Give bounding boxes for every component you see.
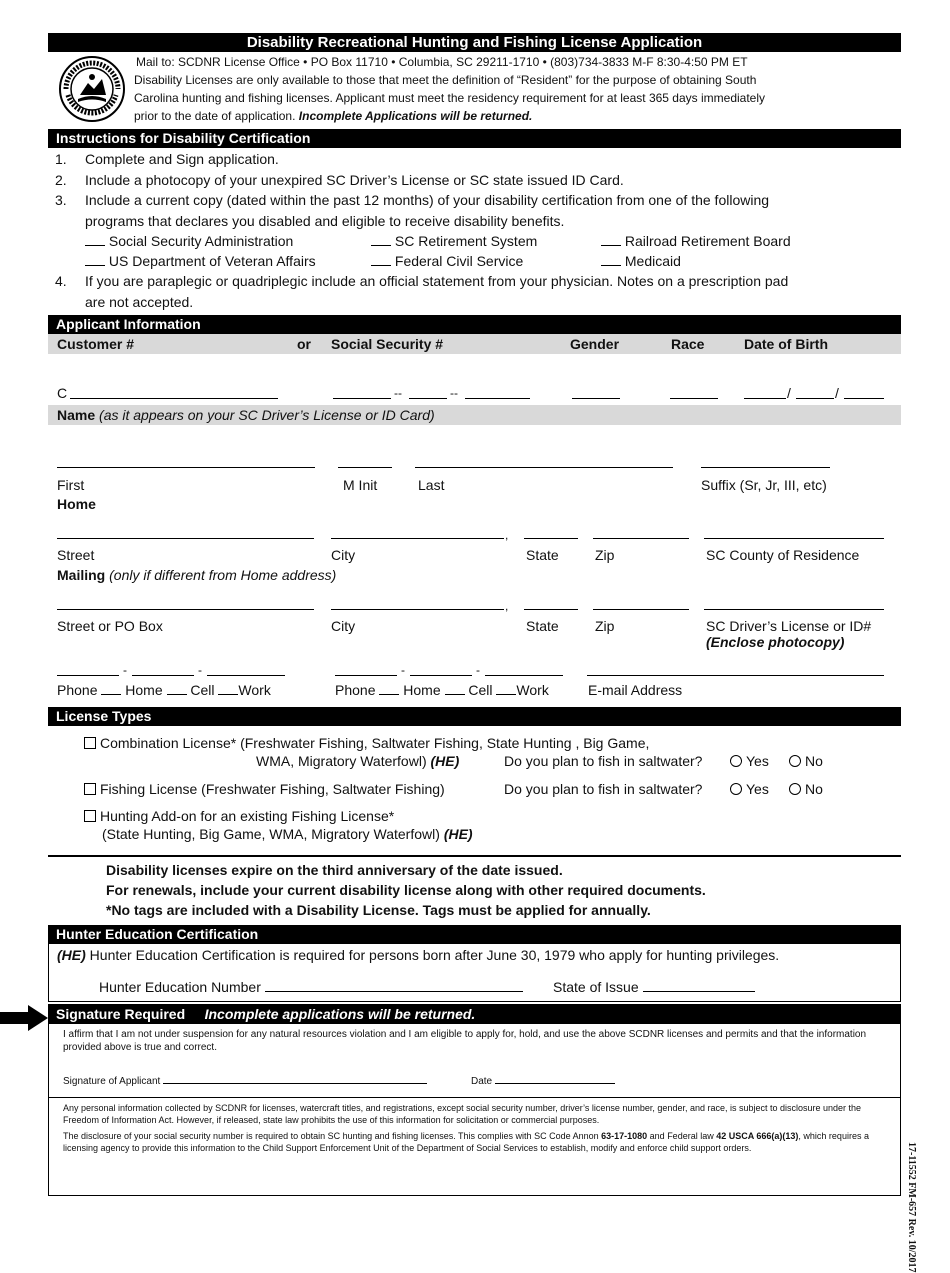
- phone2-home-check[interactable]: [379, 683, 399, 695]
- mailing-note: (only if different from Home address): [109, 567, 337, 583]
- phone2-cell-check[interactable]: [445, 683, 465, 695]
- ssn-part1-input[interactable]: [333, 398, 391, 399]
- mailing-zip-input[interactable]: [593, 609, 689, 610]
- state-of-issue-input[interactable]: [643, 979, 755, 992]
- signature-label: Signature of Applicant: [63, 1076, 161, 1087]
- mail-address: Mail to: SCDNR License Office • PO Box 11710 • Columbia, SC 29211-1710 • (803)734-3833 M-F 8:30-4:50 PM ET: [136, 55, 748, 69]
- name-note: (as it appears on your SC Driver’s License or ID Card): [99, 407, 435, 423]
- form-code: 17-11552 FM-657 Rev. 10/2017: [906, 1142, 917, 1273]
- affirmation-text: I affirm that I am not under suspension for any natural resources violation and I am eligible to apply for, hold, and use the above SCDNR licenses and permits and that the information provided above is true and correct.: [63, 1029, 867, 1053]
- hunter-ed-requirement: Hunter Education Certification is required for persons born after June 30, 1979 who apply for hunting privileges.: [89, 947, 780, 963]
- home-state-input[interactable]: [524, 538, 578, 539]
- fishing-license-checkbox[interactable]: [84, 783, 96, 795]
- mailing-address-label: Mailing: [57, 567, 106, 583]
- phone2-work-check[interactable]: [496, 683, 516, 695]
- home-zip-label: Zip: [595, 547, 615, 563]
- home-state-label: State: [526, 547, 559, 563]
- instructions-heading: Instructions for Disability Certification: [48, 129, 901, 148]
- combo-saltwater-yes-radio[interactable]: [730, 755, 742, 767]
- phone1-line-input[interactable]: [207, 675, 285, 676]
- gender-input[interactable]: [572, 398, 620, 399]
- instruction-3a: Include a current copy (dated within the past 12 months) of your disability certification from one of the following: [85, 192, 770, 208]
- instruction-2: Include a photocopy of your unexpired SC Driver’s License or SC state issued ID Card.: [85, 171, 624, 188]
- home-zip-input[interactable]: [593, 538, 689, 539]
- hunter-ed-number-input[interactable]: [265, 979, 523, 992]
- middle-initial-input[interactable]: [338, 467, 392, 468]
- date-input[interactable]: [495, 1075, 615, 1084]
- tags-note: *No tags are included with a Disability License. Tags must be applied for annually.: [106, 902, 651, 918]
- name-label: Name: [57, 407, 96, 423]
- signature-heading: Signature Required: [56, 1006, 186, 1022]
- customer-number-input[interactable]: [70, 398, 278, 399]
- program-blank[interactable]: [85, 234, 105, 246]
- enclose-photocopy-note: (Enclose photocopy): [706, 634, 845, 650]
- arrow-pointer-icon: [0, 1005, 48, 1036]
- phone1-work-check[interactable]: [218, 683, 238, 695]
- state-of-issue-label: State of Issue: [553, 979, 639, 995]
- fishing-license-label: Fishing License (Freshwater Fishing, Saltwater Fishing): [100, 781, 445, 797]
- combination-license-label: Combination License* (Freshwater Fishing, Saltwater Fishing, State Hunting , Big Game,: [100, 735, 650, 751]
- mailing-zip-label: Zip: [595, 618, 615, 634]
- program-blank[interactable]: [371, 234, 391, 246]
- phone1-home-check[interactable]: [101, 683, 121, 695]
- instruction-4b: are not accepted.: [85, 293, 194, 310]
- mailing-street-input[interactable]: [57, 609, 314, 610]
- customer-number-label: Customer #: [57, 336, 135, 352]
- customer-prefix: C: [57, 385, 68, 401]
- renewal-note: For renewals, include your current disability license along with other required documents.: [106, 882, 706, 898]
- date-label: Date: [471, 1076, 493, 1087]
- phone2-area-input[interactable]: [335, 675, 397, 676]
- scdnr-seal-logo: [58, 55, 126, 123]
- instruction-4a: If you are paraplegic or quadriplegic include an official statement from your physician. Notes on a prescription pad: [85, 273, 789, 289]
- combo-saltwater-no-radio[interactable]: [789, 755, 801, 767]
- form-title: Disability Recreational Hunting and Fishing License Application: [48, 33, 901, 52]
- intro-line-1: Disability Licenses are only available to those that meet the definition of “Resident” for the purpose of obtaining South: [134, 73, 757, 87]
- program-blank[interactable]: [601, 254, 621, 266]
- program-blank[interactable]: [85, 254, 105, 266]
- phone2-line-input[interactable]: [485, 675, 563, 676]
- ssn-part3-input[interactable]: [465, 398, 530, 399]
- drivers-license-label: SC Driver’s License or ID#: [706, 618, 872, 634]
- first-name-label: First: [57, 477, 85, 493]
- hunter-ed-number-label: Hunter Education Number: [99, 979, 261, 995]
- dob-month-input[interactable]: [744, 398, 786, 399]
- instruction-3b: programs that declares you disabled and eligible to receive disability benefits.: [85, 212, 565, 229]
- home-street-label: Street: [57, 547, 95, 563]
- incomplete-warning: Incomplete Applications will be returned.: [298, 109, 533, 123]
- dob-year-input[interactable]: [844, 398, 884, 399]
- home-street-input[interactable]: [57, 538, 314, 539]
- license-types-heading: License Types: [48, 707, 901, 726]
- email-input[interactable]: [587, 675, 884, 676]
- program-medicaid: Medicaid: [624, 253, 681, 269]
- mailing-street-label: Street or PO Box: [57, 618, 163, 634]
- phone1-area-input[interactable]: [57, 675, 119, 676]
- drivers-license-input[interactable]: [704, 609, 884, 610]
- mailing-state-input[interactable]: [524, 609, 578, 610]
- phone1-prefix-input[interactable]: [132, 675, 194, 676]
- last-name-label: Last: [418, 477, 445, 493]
- home-address-label: Home: [57, 496, 96, 512]
- combination-license-checkbox[interactable]: [84, 737, 96, 749]
- middle-initial-label: M Init: [343, 477, 378, 493]
- hunting-addon-checkbox[interactable]: [84, 810, 96, 822]
- he-marker: (HE): [430, 753, 460, 769]
- dob-day-input[interactable]: [796, 398, 834, 399]
- fishing-saltwater-yes-radio[interactable]: [730, 783, 742, 795]
- first-name-input[interactable]: [57, 467, 315, 468]
- signature-heading-note: Incomplete applications will be returned.: [204, 1006, 476, 1022]
- hunting-addon-label: Hunting Add-on for an existing Fishing License*: [100, 808, 395, 824]
- phone2-prefix-input[interactable]: [410, 675, 472, 676]
- gender-label: Gender: [570, 336, 620, 352]
- fishing-saltwater-no-radio[interactable]: [789, 783, 801, 795]
- county-label: SC County of Residence: [706, 547, 860, 563]
- phone1-cell-check[interactable]: [167, 683, 187, 695]
- program-fcs: Federal Civil Service: [394, 253, 524, 269]
- mailing-state-label: State: [526, 618, 559, 634]
- last-name-input[interactable]: [415, 467, 673, 468]
- signature-input[interactable]: [163, 1075, 427, 1084]
- race-input[interactable]: [670, 398, 718, 399]
- race-label: Race: [671, 336, 705, 352]
- ssn-disclosure: The disclosure of your social security number is required to obtain SC hunting and fishing licenses. This complies with SC Code Annon 63-17-1080 and Federal law 42 USCA 666(a)(13), which requires a licensing agency to provide this information to the Child Support Enforcement Unit of the Department of Social Services to establish, modify and enforce child support orders.: [63, 1131, 869, 1153]
- suffix-input[interactable]: [701, 467, 830, 468]
- program-ssa: Social Security Administration: [108, 233, 294, 249]
- intro-line-2: Carolina hunting and fishing licenses. Applicant must meet the residency requirement for at least 365 days immediately: [134, 91, 766, 105]
- hunter-ed-heading: Hunter Education Certification: [48, 925, 901, 944]
- program-rrb: Railroad Retirement Board: [624, 233, 791, 249]
- program-blank[interactable]: [601, 234, 621, 246]
- instruction-1: Complete and Sign application.: [85, 151, 279, 167]
- foia-disclosure: Any personal information collected by SCDNR for licenses, watercraft titles, and registrations, except social security number, driver’s license number, gender, and race, is subject to disclosure under the Freedom of Information Act. However, if released, state law prohibits the use of this information for solicitation or commercial purposes.: [63, 1103, 862, 1125]
- or-label: or: [297, 336, 311, 352]
- ssn-label: Social Security #: [331, 336, 444, 352]
- program-scrs: SC Retirement System: [394, 233, 538, 249]
- expiry-note: Disability licenses expire on the third anniversary of the date issued.: [106, 862, 563, 878]
- mailing-city-input[interactable]: [331, 609, 504, 610]
- home-city-label: City: [331, 547, 356, 563]
- ssn-part2-input[interactable]: [409, 398, 447, 399]
- mailing-city-label: City: [331, 618, 356, 634]
- dob-label: Date of Birth: [744, 336, 828, 352]
- suffix-label: Suffix (Sr, Jr, III, etc): [701, 477, 827, 493]
- email-label: E-mail Address: [588, 682, 683, 698]
- intro-line-3: prior to the date of application.: [134, 109, 296, 123]
- county-input[interactable]: [704, 538, 884, 539]
- home-city-input[interactable]: [331, 538, 504, 539]
- applicant-heading: Applicant Information: [48, 315, 901, 334]
- program-blank[interactable]: [371, 254, 391, 266]
- program-va: US Department of Veteran Affairs: [108, 253, 316, 269]
